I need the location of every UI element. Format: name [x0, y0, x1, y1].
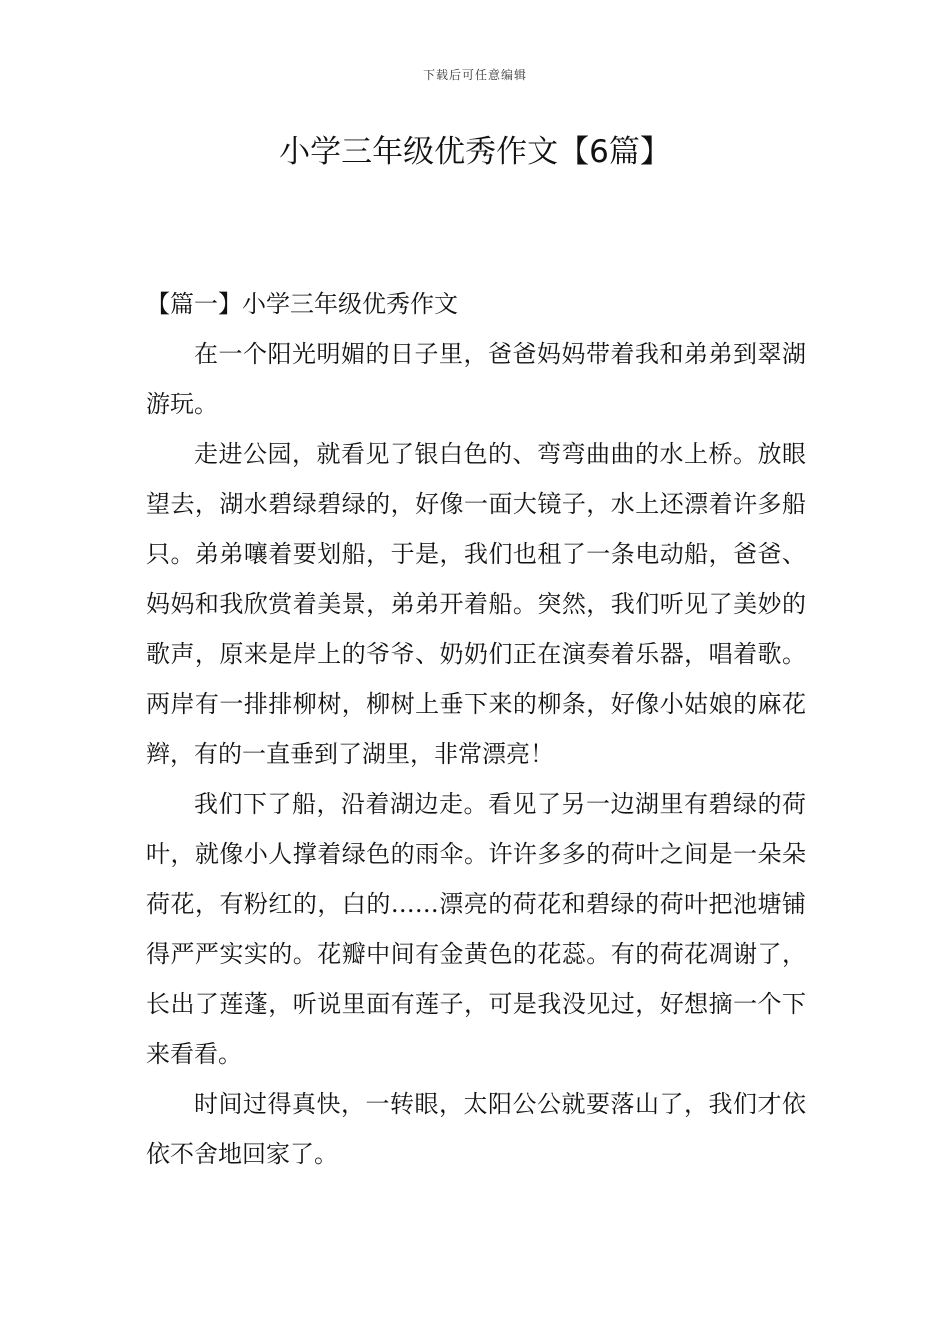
document-title: 小学三年级优秀作文【6篇】: [279, 134, 671, 170]
paragraph: 走进公园，就看见了银白色的、弯弯曲曲的水上桥。放眼望去，湖水碧绿碧绿的，好像一面大镜子，水上还漂着许多船只。弟弟嚷着要划船，于是，我们也租了一条电动船，爸爸、妈妈和我欣赏着美景，弟弟开着船。突然，我们听见了美妙的歌声，原来是岸上的爷爷、奶奶们正在演奏着乐器，唱着歌。两岸有一排排柳树，柳树上垂下来的柳条，好像小姑娘的麻花辫，有的一直垂到了湖里，非常漂亮！: [146, 440, 806, 768]
paragraph: 在一个阳光明媚的日子里，爸爸妈妈带着我和弟弟到翠湖游玩。: [146, 340, 806, 418]
header-note: 下载后可任意编辑: [422, 68, 527, 82]
paragraph: 时间过得真快，一转眼，太阳公公就要落山了，我们才依依不舍地回家了。: [146, 1090, 806, 1168]
paragraph: 我们下了船，沿着湖边走。看见了另一边湖里有碧绿的荷叶，就像小人撑着绿色的雨伞。许许多多的荷叶之间是一朵朵荷花，有粉红的，白的……漂亮的荷花和碧绿的荷叶把池塘铺得严严实实的。花瓣中间有金黄色的花蕊。有的荷花凋谢了，长出了莲蓬，听说里面有莲子，可是我没见过，好想摘一个下来看看。: [146, 790, 806, 1068]
section-heading: 【篇一】小学三年级优秀作文: [146, 290, 458, 318]
document-body: [146, 279, 806, 1179]
